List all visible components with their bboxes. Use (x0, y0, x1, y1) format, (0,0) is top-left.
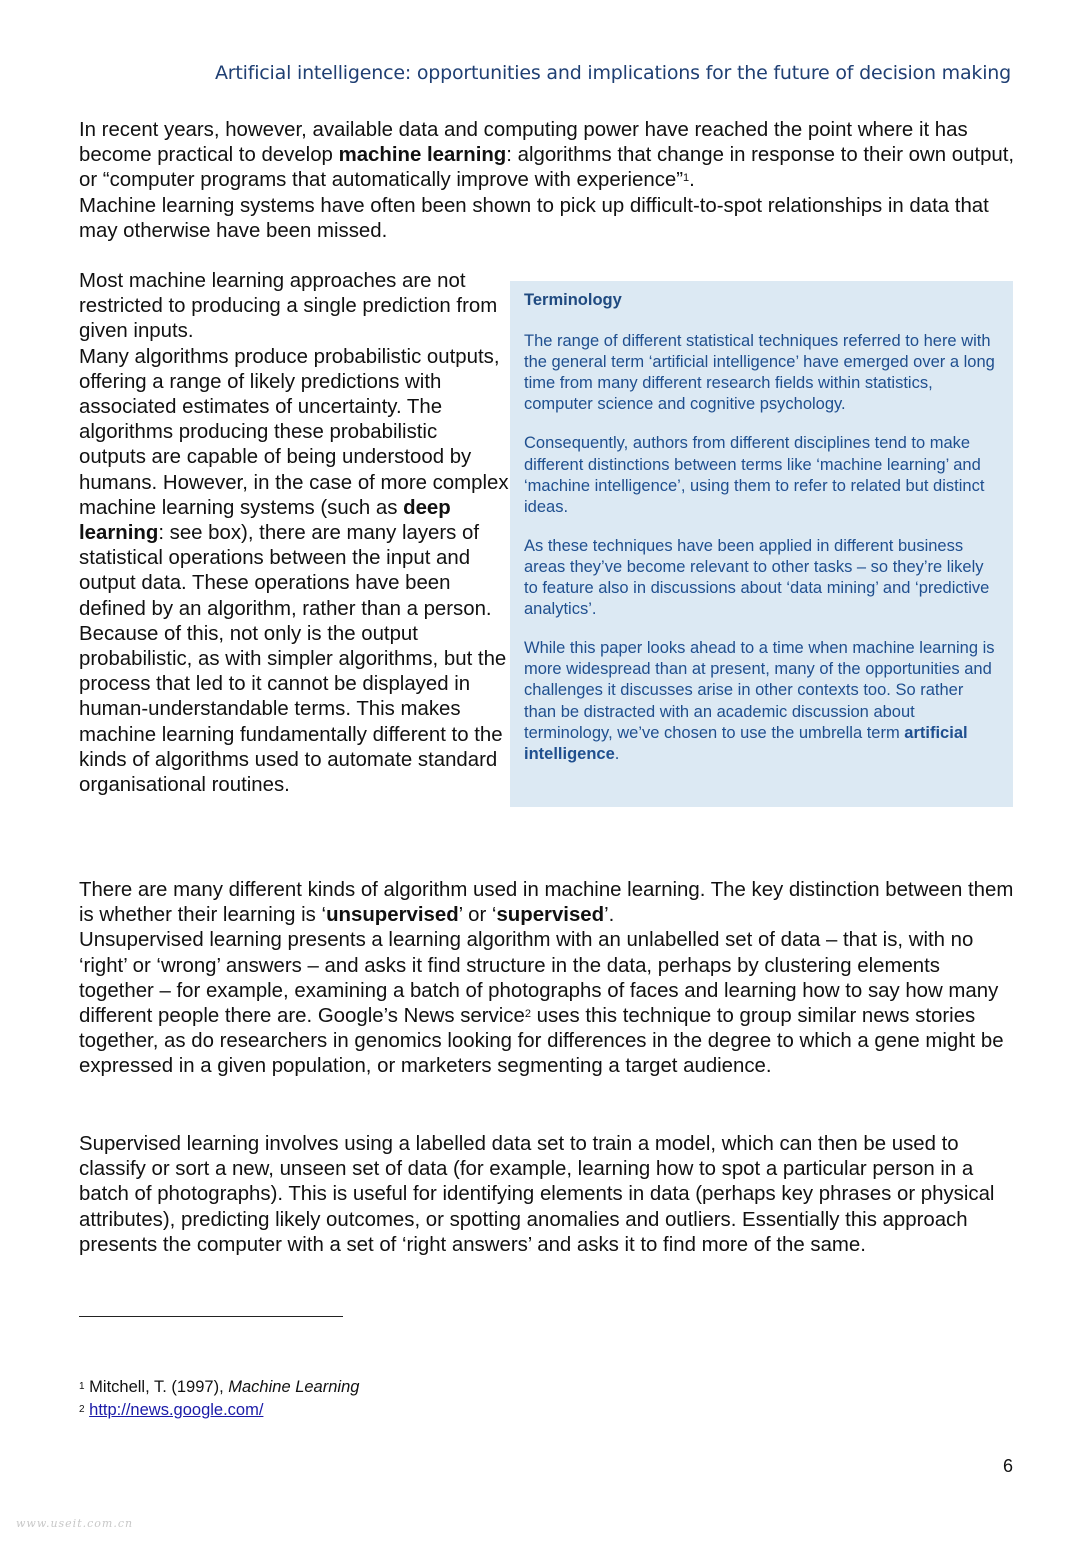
term-supervised: supervised (496, 904, 605, 927)
footnote-1: $^1$ Mitchell, T. (1997), Machine Learning (79, 1378, 360, 1396)
term-unsupervised: unsupervised (326, 904, 459, 927)
terminology-para-4: While this paper looks ahead to a time when machine learning is more widespread than at present, many of the opportunities and challenges it discusses arise in other contexts too. So rather than be distracted with an academic discussion about terminology, we’ve chosen to use the umbrella term artificial intelligence. (524, 639, 995, 763)
term-deep-learning: deep learning (79, 496, 451, 545)
term-machine-learning: machine learning (338, 144, 507, 167)
footnote-ref-2[interactable]: 2 (524, 1008, 531, 1021)
footnotes (79, 1376, 359, 1422)
page-number: 6 (1002, 1456, 1013, 1476)
footnote-divider (79, 1316, 343, 1317)
kinds-paragraph: There are many different kinds of algorithm used in machine learning. The key distinction between them is whether their learning is ‘unsupervised’ or ‘supervised’. Unsupervised learning presents a learning algorithm with an unlabelled set of data – that is, with no ‘right’ or ‘wrong’ answers – and asks it find structure in the data, perhaps by clustering elements together – for example, examining a batch of photographs of faces and learning how to say how many different people there are. Google’s News service$^2$ uses this technique to group similar news stories together, as do researchers in genomics looking for differences in the degree to which a gene might be expressed in a given population, or marketers segmenting a target audience. (79, 879, 1014, 1078)
footnote-ref-1[interactable]: 1 (683, 172, 690, 185)
supervised-paragraph: Supervised learning involves using a labelled data set to train a model, which can then be used to classify or sort a new, unseen set of data (for example, learning how to spot a particular person in a batch of photographs). This is useful for identifying elements in data (perhaps key phrases or physical attributes), predicting likely outcomes, or spotting anomalies and outliers. Essentially this approach presents the computer with a set of ‘right answers’ and asks it to find more of the same. (79, 1133, 995, 1256)
left-column-paragraph: Most machine learning approaches are not restricted to producing a single prediction from given inputs. Many algorithms produce probabilistic outputs, offering a range of likely predictions with associated estimates of uncertainty. The algorithms producing these probabilistic outputs are capable of being understood by humans. However, in the case of more complex machine learning systems (such as deep learning: see box), there are many layers of statistical operations between the input and output data. These operations have been defined by an algorithm, rather than a person. Because of this, not only is the output probabilistic, as with simpler algorithms, but the process that led to it cannot be displayed in human-understandable terms. This makes machine learning fundamentally different to the kinds of algorithms used to automate standard organisational routines. (79, 270, 509, 797)
footnote-2: $^2$ http://news.google.com/ (79, 1401, 264, 1419)
footnote-1-title: Machine Learning (228, 1378, 360, 1396)
terminology-para-3: As these techniques have been applied in different business areas they’ve become relevant to other tasks – so they’re likely to feature also in discussions about ‘data mining’ and ‘predictive analytics’. (524, 536, 990, 619)
terminology-para-2: Consequently, authors from different disciplines tend to make different distinctions between terms like ‘machine learning’ and ‘machine intelligence’, using them to refer to related but distinct ideas. (524, 434, 985, 516)
google-news-link[interactable]: http://news.google.com/ (89, 1401, 264, 1419)
terminology-box-title: Terminology (524, 291, 622, 309)
running-header: Artificial intelligence: opportunities and implications for the future of decision making (215, 62, 1011, 84)
intro-paragraph: In recent years, however, available data and computing power have reached the point where it has become practical to develop machine learning: algorithms that change in response to their own output, or “computer programs that automatically improve with experience”$^1$. Machine learning systems have often been shown to pick up difficult-to-spot relationships in data that may otherwise have been missed. (79, 119, 1015, 242)
term-artificial-intelligence: artificial intelligence (524, 723, 968, 763)
terminology-para-1: The range of different statistical techniques referred to here with the general term ‘artificial intelligence’ have emerged over a long time from many different research fields within statistics, computer science and cognitive psychology. (524, 332, 995, 414)
terminology-box (510, 281, 1013, 807)
watermark: www.useit.com.cn (16, 1517, 134, 1530)
